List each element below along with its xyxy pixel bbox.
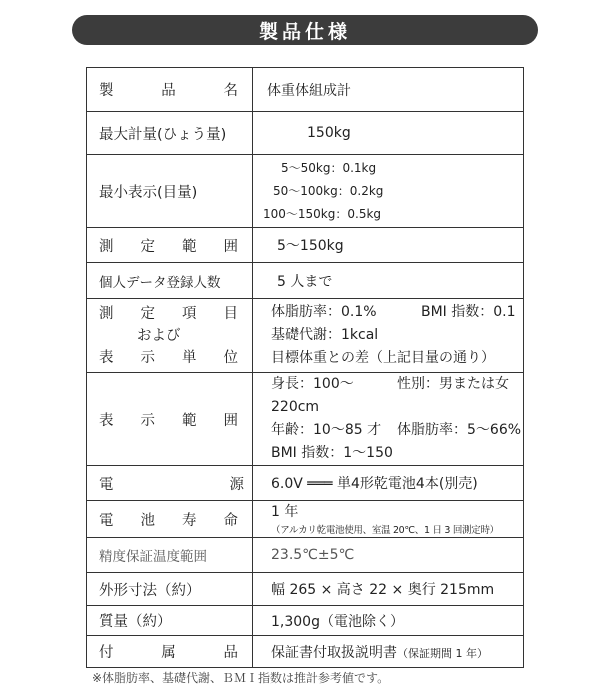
row-label: 付 属 品 [99, 645, 238, 661]
row-value: 幅 265 × 高さ 22 × 奥行 215mm [253, 573, 524, 606]
table-row [87, 299, 524, 373]
row-label: 電 源 [99, 476, 244, 493]
table-row [87, 373, 524, 466]
table-row [87, 68, 524, 112]
table-row [87, 155, 524, 228]
row-label-line: 測 定 項 目 [99, 305, 238, 322]
row-value-line: BMI 指数：1～150 [271, 445, 393, 461]
table-row [87, 606, 524, 636]
footnote: ※体脂肪率、基礎代謝、ＢＭＩ指数は推計参考値です。 [92, 671, 390, 685]
row-label: 最大計量(ひょう量) [87, 112, 253, 155]
table-row [87, 636, 524, 668]
row-value-note: （保証期間 1 年） [397, 646, 488, 660]
row-label: 質量（約） [87, 606, 253, 636]
table-row [87, 228, 524, 263]
row-value-line: 年齢：10～85 才 体脂肪率：5～66% [271, 422, 522, 438]
row-label: 電 池 寿 命 [99, 512, 238, 529]
row-label: 製 品 名 [99, 83, 238, 99]
spec-title: 製品仕様 [258, 20, 351, 43]
row-value-line: 体脂肪率：0.1% BMI 指数：0.1 [271, 304, 516, 320]
row-value: 1,300g（電池除く） [253, 606, 524, 636]
row-value: 1 年 [271, 504, 299, 520]
row-value: 23.5℃±5℃ [253, 538, 524, 573]
table-row [87, 538, 524, 573]
row-value-line: 100～150kg：0.5kg [263, 206, 382, 221]
row-value: 保証書付取扱説明書 [271, 644, 397, 661]
table-row [87, 501, 524, 538]
row-label-line: および [137, 327, 181, 344]
row-label: 精度保証温度範囲 [87, 538, 253, 573]
row-value-note: （アルカリ乾電池使用、室温 20℃、1 日 3 回測定時） [271, 525, 499, 536]
row-value-line: 50～100kg：0.2kg [273, 183, 384, 198]
row-value-line: 身長：100～220cm 性別：男または女 [271, 376, 509, 415]
row-value-line: 目標体重との差（上記目量の通り） [271, 350, 495, 366]
row-label: 個人データ登録人数 [87, 263, 253, 299]
row-label-line: 表 示 単 位 [99, 349, 238, 366]
row-value: 6.0V ═══ 単4形乾電池4本(別売) [253, 466, 524, 501]
spec-table [86, 67, 524, 668]
row-value: 体重体組成計 [253, 68, 524, 112]
row-value: 150kg [253, 112, 524, 155]
row-value-line: 5～50kg：0.1kg [281, 160, 377, 175]
row-value: 5～150kg [253, 228, 524, 263]
row-value-line: 基礎代謝：1kcal [271, 327, 379, 343]
row-label: 表 示 範 囲 [99, 412, 238, 429]
spec-title-banner [72, 15, 538, 45]
row-label: 外形寸法（約） [87, 573, 253, 606]
table-row [87, 263, 524, 299]
table-row [87, 466, 524, 501]
table-row [87, 573, 524, 606]
row-label: 最小表示(目量) [87, 155, 253, 228]
row-value: 5 人まで [253, 263, 524, 299]
table-row [87, 112, 524, 155]
row-label: 測 定 範 囲 [99, 238, 238, 255]
